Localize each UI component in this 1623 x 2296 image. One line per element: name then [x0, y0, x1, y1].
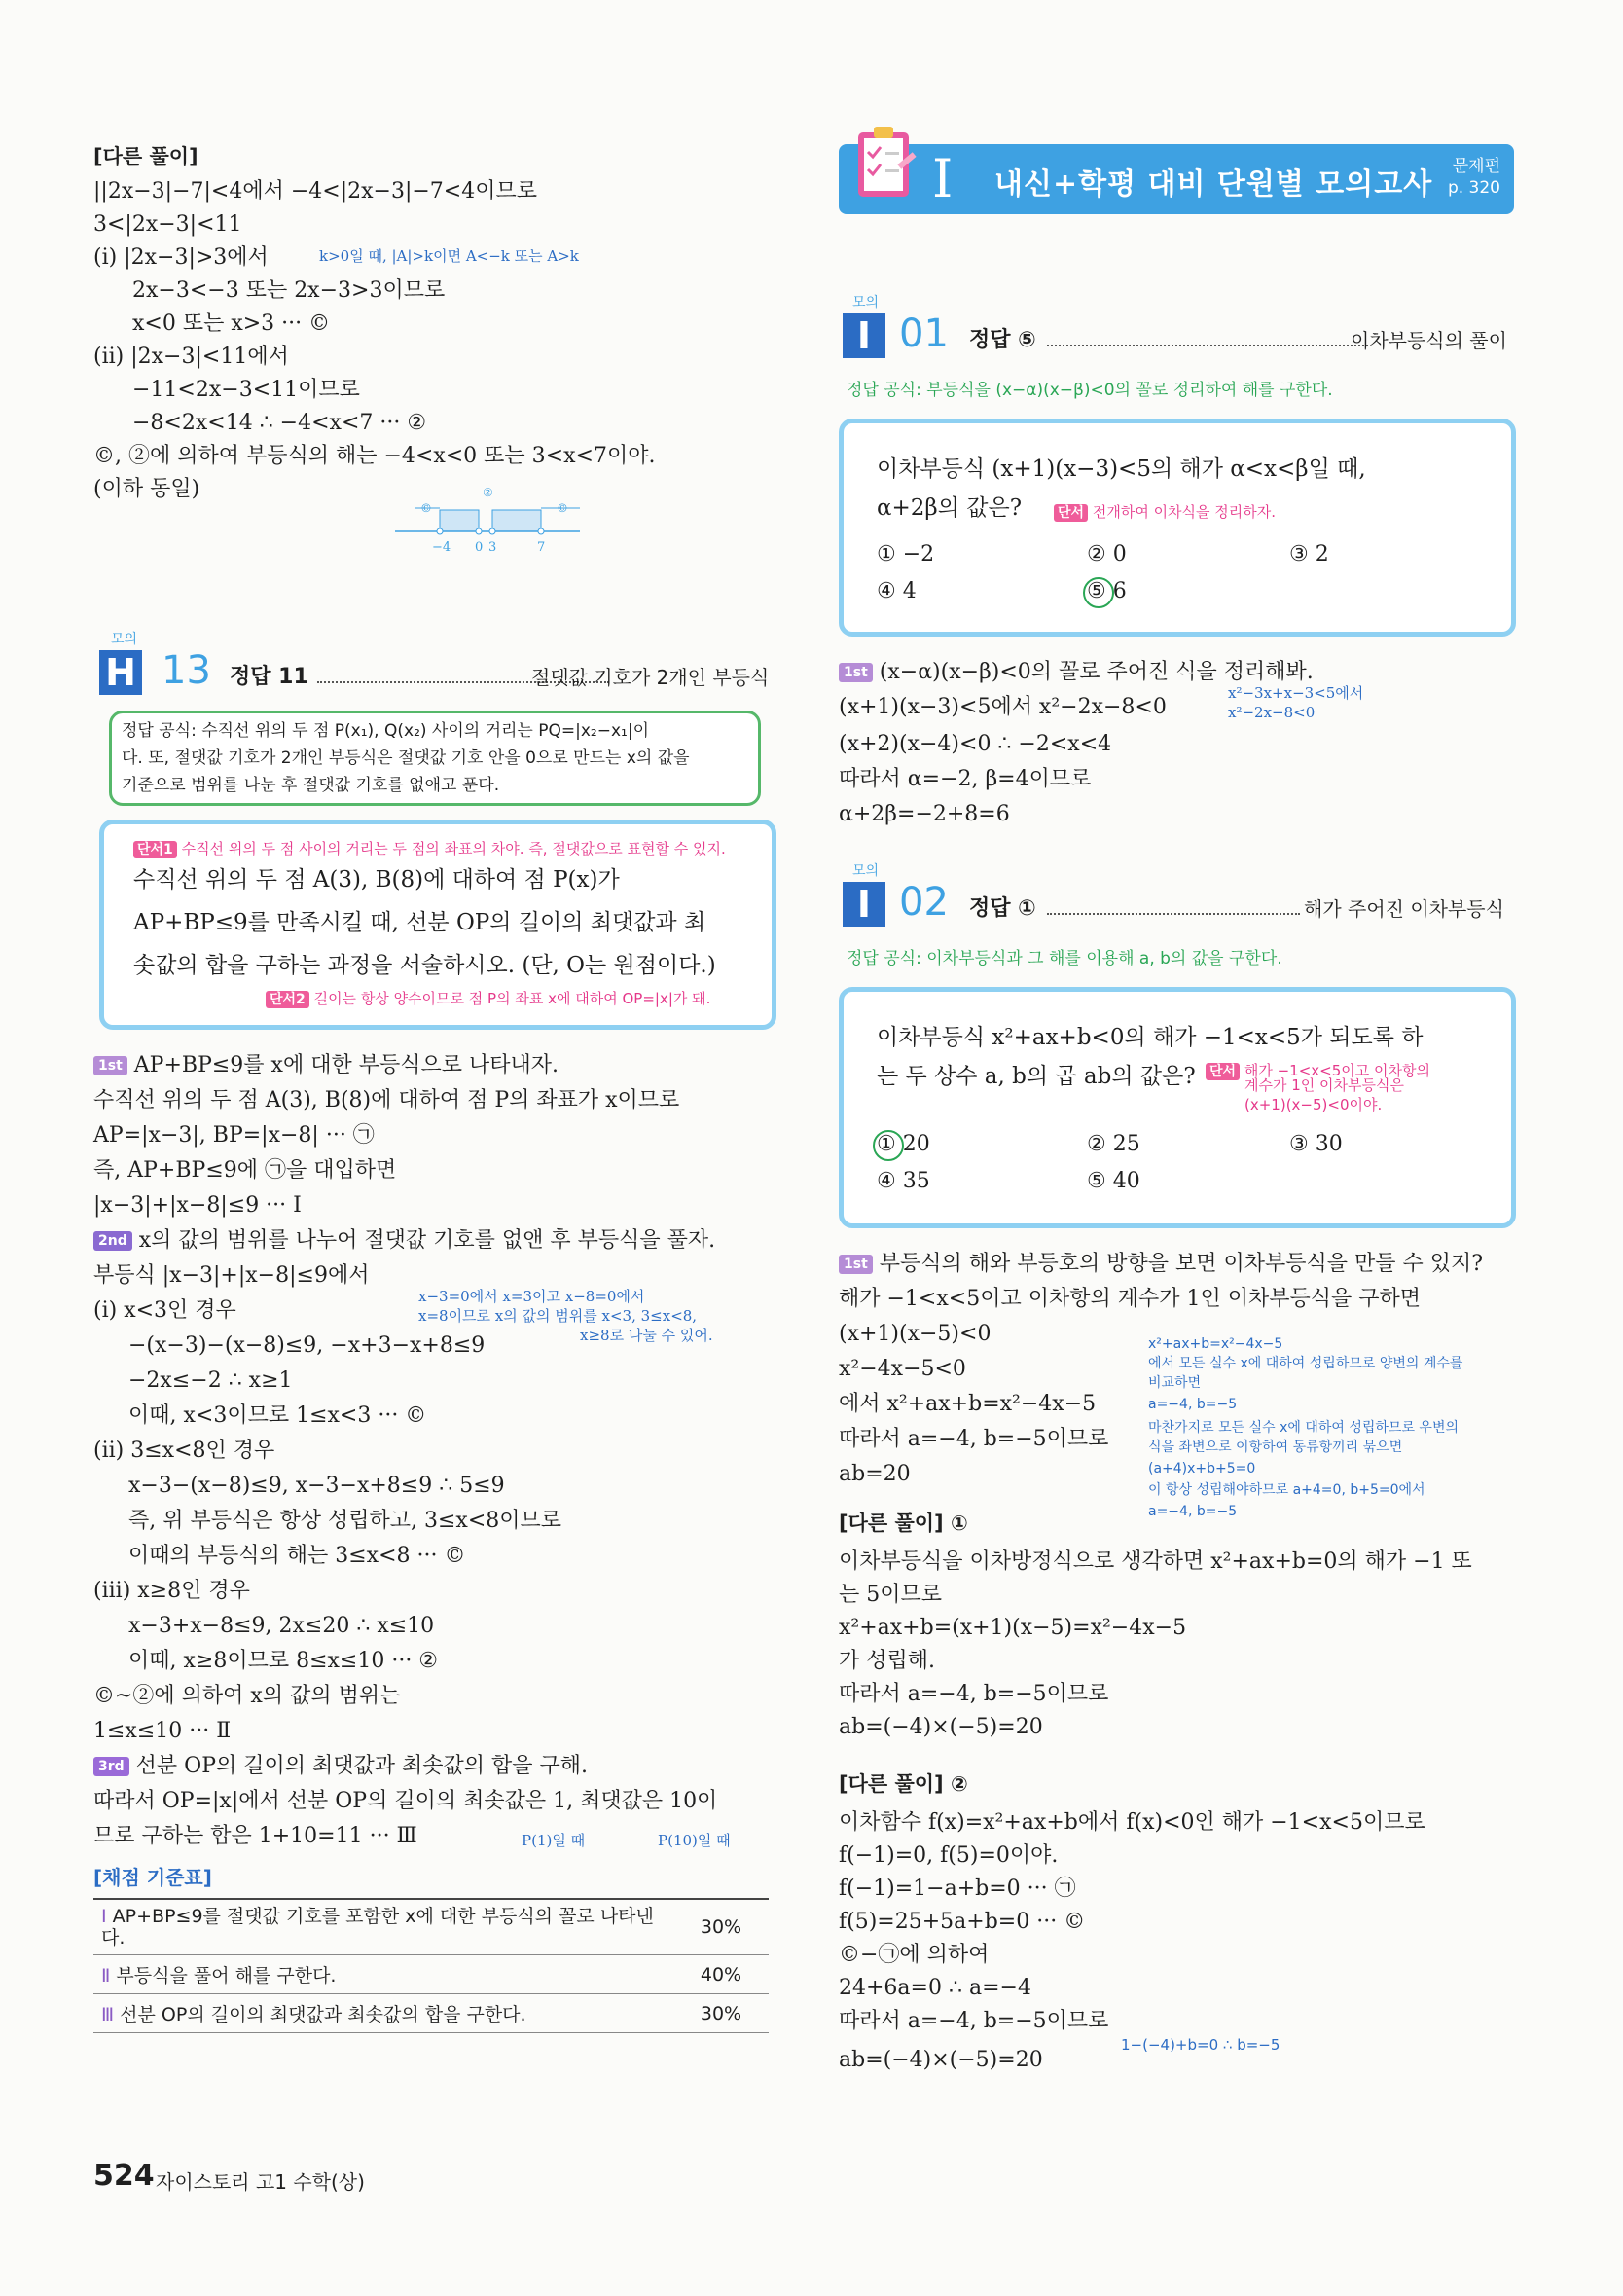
- topic-label: 해가 주어진 이차부등식: [1304, 897, 1504, 921]
- chapter-ref-line: p. 320: [1447, 178, 1500, 198]
- chapter-ref-line: 문제편: [1452, 157, 1500, 176]
- sol-note: x²−3x+x−3<5에서: [1228, 684, 1364, 702]
- alt-line: (i) |2x−3|>3에서: [93, 245, 269, 270]
- section-number: 13: [162, 648, 211, 693]
- choice[interactable]: ④ 4: [877, 579, 917, 603]
- nl-label: ©: [420, 501, 432, 515]
- sol-line: 즉, 위 부등식은 항상 성립하고, 3≤x<8이므로: [128, 1509, 562, 1533]
- hint-tag: 단서1: [133, 841, 177, 858]
- number-line-diagram: [385, 477, 697, 565]
- step-text: 부등식의 해와 부등호의 방향을 보면 이차부등식을 만들 수 있지?: [879, 1252, 1484, 1276]
- chapter-roman: I: [932, 148, 954, 209]
- alt-line: ab=(−4)×(−5)=20: [839, 2048, 1043, 2072]
- sol-note: x−3=0에서 x=3이고 x−8=0에서: [418, 1288, 645, 1305]
- chapter-title: 내신+학평 대비 단원별 모의고사: [994, 167, 1433, 201]
- alt-solution-title: [다른 풀이] ①: [839, 1512, 968, 1535]
- rubric-desc: 선분 OP의 길이의 최댓값과 최솟값의 합을 구한다.: [120, 2004, 526, 2025]
- section-badge: I: [843, 882, 885, 927]
- step-tag: 1st: [839, 1255, 873, 1274]
- sol-note: x=8이므로 x의 값의 범위를 x<3, 3≤x<8,: [418, 1307, 698, 1325]
- question-box: [839, 987, 1516, 1228]
- sol-line: 므로 구하는 합은 1+10=11 ··· Ⅲ: [93, 1824, 417, 1848]
- sol-note: 에서 모든 실수 x에 대하여 성립하므로 양변의 계수를: [1148, 1356, 1463, 1371]
- sol-line: x−3−(x−8)≤9, x−3−x+8≤9 ∴ 5≤9: [128, 1474, 505, 1498]
- nl-tick: 7: [537, 540, 546, 555]
- choice[interactable]: ② 25: [1087, 1132, 1140, 1156]
- choice[interactable]: ③ 2: [1289, 542, 1329, 566]
- topic-label: 이차부등식의 풀이: [1351, 329, 1507, 352]
- question-line: 이차부등식 (x+1)(x−3)<5의 해가 α<x<β일 때,: [877, 456, 1366, 482]
- section-mini: 모의: [852, 295, 880, 310]
- answer-circle-mark: [873, 1130, 904, 1161]
- alt-line: 2x−3<−3 또는 2x−3>3이므로: [132, 278, 446, 303]
- sol-note: 비교하면: [1148, 1375, 1202, 1391]
- alt-solution-title: [다른 풀이] ②: [839, 1772, 968, 1796]
- alt-line: f(5)=25+5a+b=0 ··· ©: [839, 1910, 1086, 1934]
- topic-label: 절댓값 기호가 2개인 부등식: [531, 666, 770, 689]
- sol-line: (x+1)(x−3)<5에서 x²−2x−8<0: [839, 695, 1167, 719]
- sol-line: (iii) x≥8인 경우: [93, 1579, 250, 1603]
- hint-text: 길이는 항상 양수이므로 점 P의 좌표 x에 대하여 OP=|x|가 돼.: [313, 990, 711, 1007]
- question-line: α+2β의 값은?: [877, 495, 1023, 521]
- step-text: (x−α)(x−β)<0의 꼴로 주어진 식을 정리해봐.: [879, 660, 1314, 684]
- alt-line: 24+6a=0 ∴ a=−4: [839, 1976, 1031, 2000]
- alt-line: x²+ax+b=(x+1)(x−5)=x²−4x−5: [839, 1616, 1187, 1640]
- rubric-row: [93, 1900, 769, 1955]
- sol-note: 마찬가지로 모든 실수 x에 대하여 성립하므로 우변의: [1148, 1420, 1459, 1436]
- rubric-pct: 30%: [673, 1994, 769, 2033]
- sol-note: x≥8로 나눌 수 있어.: [580, 1327, 713, 1344]
- sol-line: (x+1)(x−5)<0: [839, 1322, 992, 1346]
- section-mini: 모의: [111, 632, 138, 647]
- alt-line: −11<2x−3<11이므로: [132, 378, 360, 402]
- choice[interactable]: ③ 30: [1289, 1132, 1343, 1156]
- sol-line: (x+2)(x−4)<0 ∴ −2<x<4: [839, 732, 1112, 756]
- step-text: AP+BP≤9를 x에 대한 부등식으로 나타내자.: [133, 1053, 559, 1077]
- sol-line: 따라서 α=−2, β=4이므로: [839, 767, 1092, 791]
- sol-line: 해가 −1<x<5이고 이차항의 계수가 1인 이차부등식을 구하면: [839, 1287, 1421, 1311]
- leader-dots: [1047, 345, 1368, 346]
- nl-label: ©: [557, 501, 568, 515]
- sol-note: x²+ax+b=x²−4x−5: [1148, 1336, 1283, 1352]
- rubric-no: Ⅰ: [101, 1906, 107, 1927]
- answer-label: 정답 11: [230, 665, 308, 689]
- rubric-row: [93, 1994, 769, 2033]
- sol-note: 식을 좌변으로 이항하여 동류항끼리 묶으면: [1148, 1440, 1403, 1455]
- rubric-row: [93, 1955, 769, 1994]
- question-line: 이차부등식 x²+ax+b<0의 해가 −1<x<5가 되도록 하: [877, 1025, 1424, 1050]
- formula-text: 정답 공식: 이차부등식과 그 해를 이용해 a, b의 값을 구한다.: [847, 949, 1282, 968]
- alt-line: 따라서 a=−4, b=−5이므로: [839, 1682, 1109, 1706]
- step-tag: 1st: [93, 1056, 127, 1075]
- formula-text: 정답 공식: 부등식을 (x−α)(x−β)<0의 꼴로 정리하여 해를 구한다.: [847, 381, 1333, 400]
- choice[interactable]: ⑤ 40: [1087, 1169, 1140, 1193]
- sol-note: a=−4, b=−5: [1148, 1397, 1238, 1412]
- sol-line: (ii) 3≤x<8인 경우: [93, 1439, 275, 1463]
- sol-note: 이 항상 성립해야하므로 a+4=0, b+5=0에서: [1148, 1482, 1425, 1498]
- chapter-header: [839, 144, 1514, 214]
- rubric-title: [채점 기준표]: [93, 1866, 212, 1889]
- step-text: x의 값의 범위를 나누어 절댓값 기호를 없앤 후 부등식을 풀자.: [138, 1228, 716, 1253]
- alt-line: 이차부등식을 이차방정식으로 생각하면 x²+ax+b=0의 해가 −1 또: [839, 1549, 1472, 1574]
- question-box: [839, 419, 1516, 637]
- alt-line: 따라서 a=−4, b=−5이므로: [839, 2009, 1109, 2033]
- sol-line: x−3+x−8≤9, 2x≤20 ∴ x≤10: [128, 1614, 435, 1638]
- nl-tick: 0: [475, 540, 484, 555]
- step-tag: 2nd: [93, 1231, 132, 1251]
- nl-tick: −4: [432, 540, 451, 555]
- section-number: 01: [899, 311, 949, 356]
- choice-correct[interactable]: ① 20: [877, 1132, 930, 1156]
- formula-box: [109, 711, 761, 806]
- question-line: 솟값의 합을 구하는 과정을 서술하시오. (단, O는 원점이다.): [133, 953, 716, 978]
- nl-tick: 3: [488, 540, 497, 555]
- choice[interactable]: ② 0: [1087, 542, 1127, 566]
- sol-line: x²−4x−5<0: [839, 1357, 966, 1381]
- hint-text: 수직선 위의 두 점 사이의 거리는 두 점의 좌표의 차야. 즉, 절댓값으로 표현할 수 있지.: [181, 840, 726, 857]
- sol-line: 이때, x≥8이므로 8≤x≤10 ··· ②: [128, 1649, 439, 1673]
- section-number: 02: [899, 880, 949, 925]
- sol-line: α+2β=−2+8=6: [839, 802, 1010, 826]
- chapter-ref: [1448, 156, 1500, 199]
- question-box: [99, 820, 776, 1030]
- alt-line: ||2x−3|−7|<4에서 −4<|2x−3|−7<4이므로: [93, 179, 537, 203]
- alt-line: ©−㉠에 의하여: [839, 1943, 990, 1967]
- step-tag: 1st: [839, 663, 873, 682]
- rubric-no: Ⅲ: [101, 2004, 115, 2025]
- book-title: 자이스토리 고1 수학(상): [156, 2170, 365, 2194]
- answer-circle-mark: [1083, 577, 1114, 608]
- sol-line: AP=|x−3|, BP=|x−8| ··· ㉠: [93, 1123, 375, 1148]
- alt-solution-title: [다른 풀이]: [93, 145, 198, 168]
- sol-line: (i) x<3인 경우: [93, 1298, 236, 1323]
- alt-line: x<0 또는 x>3 ··· ©: [132, 311, 331, 336]
- rubric-no: Ⅱ: [101, 1965, 111, 1986]
- step-text: 선분 OP의 길이의 최댓값과 최솟값의 합을 구해.: [135, 1754, 589, 1778]
- section-badge: I: [843, 313, 885, 358]
- page-number: 524: [93, 2159, 155, 2193]
- rubric-pct: 30%: [673, 1900, 769, 1955]
- choice-correct[interactable]: ⑤ 6: [1087, 579, 1127, 603]
- sol-line: 1≤x≤10 ··· Ⅱ: [93, 1719, 232, 1743]
- rubric-pct: 40%: [673, 1955, 769, 1994]
- choice[interactable]: ① −2: [877, 542, 935, 566]
- sol-note: P(10)일 때: [658, 1832, 731, 1849]
- answer-label: 정답 ①: [969, 896, 1036, 921]
- alt-line: f(−1)=0, f(5)=0이야.: [839, 1843, 1059, 1868]
- answer-label: 정답 ⑤: [969, 328, 1036, 352]
- sol-note: a=−4, b=−5: [1148, 1504, 1238, 1519]
- hint-tag: 단서: [1206, 1063, 1240, 1080]
- sol-line: −(x−3)−(x−8)≤9, −x+3−x+8≤9: [128, 1333, 486, 1358]
- alt-line: 가 성립해.: [839, 1649, 935, 1673]
- leader-dots: [1047, 913, 1300, 915]
- alt-line: 이차함수 f(x)=x²+ax+b에서 f(x)<0인 해가 −1<x<5이므로: [839, 1810, 1425, 1835]
- step-tag: 3rd: [93, 1757, 129, 1776]
- hint-text: 전개하여 이차식을 정리하자.: [1092, 503, 1277, 521]
- formula-line: 기준으로 범위를 나눈 후 절댓값 기호를 없애고 푼다.: [122, 776, 500, 795]
- sol-line: ©~②에 의하여 x의 값의 범위는: [93, 1684, 401, 1708]
- alt-line: 3<|2x−3|<11: [93, 212, 242, 237]
- question-line: AP+BP≤9를 만족시킬 때, 선분 OP의 길이의 최댓값과 최: [133, 910, 706, 935]
- formula-line: 정답 공식: 수직선 위의 두 점 P(x₁), Q(x₂) 사이의 거리는 PQ=|x₂−x₁|이: [122, 721, 650, 741]
- sol-line: 즉, AP+BP≤9에 ㉠을 대입하면: [93, 1158, 397, 1183]
- question-line: 는 두 상수 a, b의 곱 ab의 값은?: [877, 1064, 1196, 1089]
- hint-text: 해가 −1<x<5이고 이차항의: [1244, 1062, 1430, 1079]
- sol-line: ab=20: [839, 1462, 911, 1486]
- hint-tag: 단서2: [266, 991, 309, 1008]
- alt-line: 는 5이므로: [839, 1583, 942, 1607]
- sol-line: 에서 x²+ax+b=x²−4x−5: [839, 1392, 1097, 1416]
- alt-line: ab=(−4)×(−5)=20: [839, 1715, 1043, 1739]
- sol-line: 부등식 |x−3|+|x−8|≤9에서: [93, 1263, 370, 1288]
- sol-line: 수직선 위의 두 점 A(3), B(8)에 대하여 점 P의 좌표가 x이므로: [93, 1088, 680, 1112]
- rubric-table: [93, 1900, 769, 2033]
- rubric-desc: 부등식을 풀어 해를 구한다.: [116, 1965, 337, 1986]
- sol-note: x²−2x−8<0: [1228, 704, 1316, 721]
- alt-note: 1−(−4)+b=0 ∴ b=−5: [1121, 2036, 1280, 2054]
- alt-line: (ii) |2x−3|<11에서: [93, 345, 289, 369]
- sol-line: 따라서 OP=|x|에서 선분 OP의 길이의 최솟값은 1, 최댓값은 10이: [93, 1789, 718, 1813]
- alt-line: ©, ②에 의하여 부등식의 해는 −4<x<0 또는 3<x<7이야.: [93, 444, 656, 468]
- question-line: 수직선 위의 두 점 A(3), B(8)에 대하여 점 P(x)가: [133, 867, 620, 893]
- section-badge: H: [99, 650, 142, 695]
- hint-text: 계수가 1인 이차부등식은: [1244, 1076, 1404, 1094]
- sol-note: P(1)일 때: [522, 1832, 586, 1849]
- sol-line: −2x≤−2 ∴ x≥1: [128, 1368, 293, 1393]
- choice[interactable]: ④ 35: [877, 1169, 930, 1193]
- nl-label: ②: [483, 486, 493, 499]
- sol-line: |x−3|+|x−8|≤9 ··· Ⅰ: [93, 1193, 302, 1218]
- clipboard-icon: [852, 119, 922, 206]
- sol-line: 이때, x<3이므로 1≤x<3 ··· ©: [128, 1403, 427, 1428]
- alt-line: (이하 동일): [93, 477, 200, 501]
- sol-note: (a+4)x+b+5=0: [1148, 1461, 1256, 1476]
- hint-text: (x+1)(x−5)<0이야.: [1244, 1096, 1383, 1113]
- alt-note: k>0일 때, |A|>k이면 A<−k 또는 A>k: [319, 247, 579, 265]
- alt-line: −8<2x<14 ∴ −4<x<7 ··· ②: [132, 411, 427, 435]
- section-mini: 모의: [852, 863, 880, 879]
- hint-tag: 단서: [1054, 504, 1088, 522]
- sol-line: 이때의 부등식의 해는 3≤x<8 ··· ©: [128, 1544, 466, 1568]
- alt-line: f(−1)=1−a+b=0 ··· ㉠: [839, 1877, 1076, 1901]
- formula-line: 다. 또, 절댓값 기호가 2개인 부등식은 절댓값 기호 안을 0으로 만드는 x의 값을: [122, 748, 690, 768]
- rubric-desc: AP+BP≤9를 절댓값 기호를 포함한 x에 대한 부등식의 꼴로 나타낸다.: [101, 1906, 654, 1949]
- sol-line: 따라서 a=−4, b=−5이므로: [839, 1427, 1109, 1451]
